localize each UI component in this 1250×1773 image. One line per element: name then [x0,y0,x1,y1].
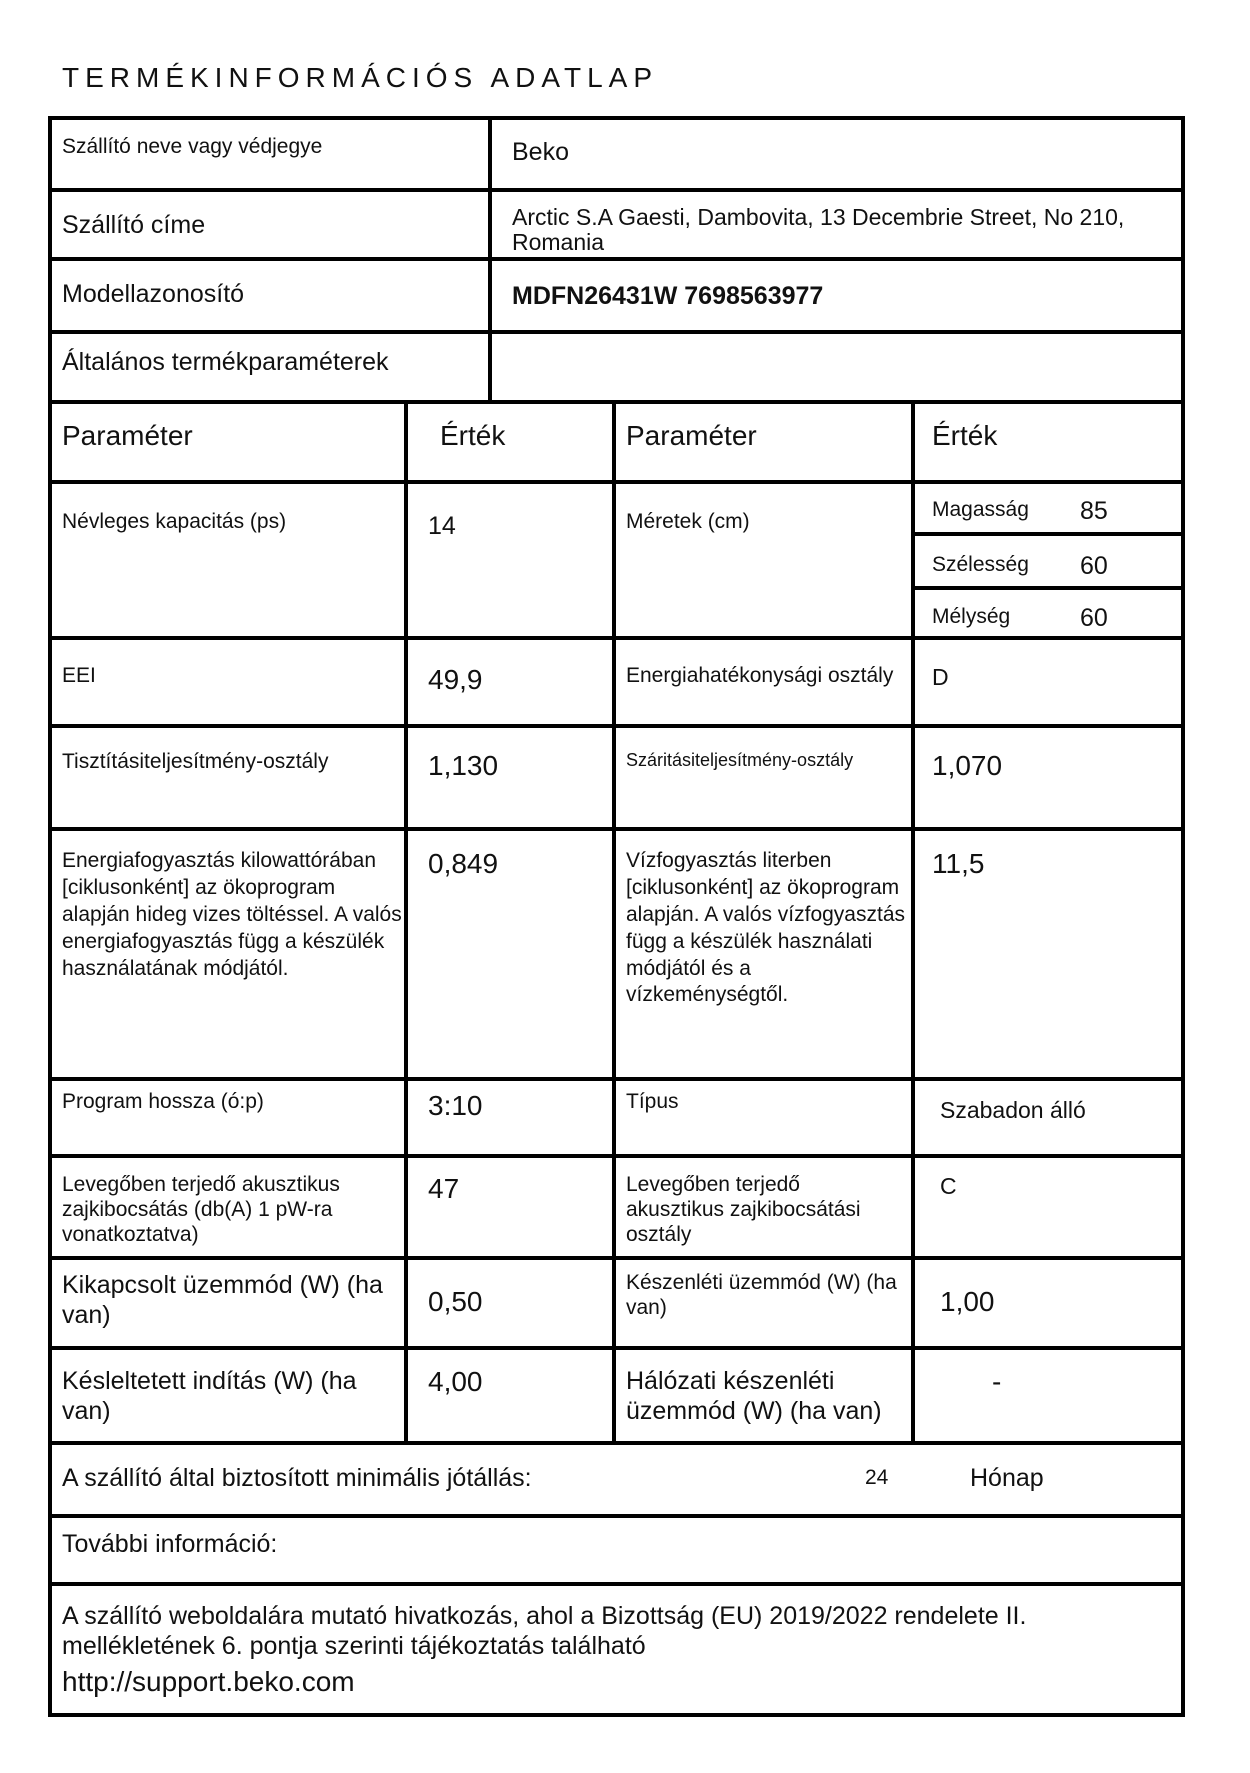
capacity-label: Névleges kapacitás (ps) [62,510,287,533]
row-divider [48,724,1185,728]
delayed-start-value: 4,00 [428,1366,483,1397]
drying-class-label: Száritásiteljesítmény-osztály [626,750,854,770]
program-duration-value: 3:10 [428,1090,483,1121]
cleaning-class-value: 1,130 [428,750,499,781]
noise-emission-label: Levegőben terjedő akusztikus zajkibocsátás (db(A) 1 pW-ra vonatkoztatva) [62,1173,340,1246]
drying-class-value: 1,070 [932,750,1003,781]
energy-consumption-value: 0,849 [428,848,499,879]
header-parameter-2: Paraméter [626,420,757,451]
program-duration-label: Program hossza (ó:p) [62,1090,264,1113]
row-divider [48,257,1185,261]
additional-info-text: A szállító weboldalára mutató hivatkozás, ahol a Bizottság (EU) 2019/2022 rendelete II. mellékletének 6. pontja szerinti tájékoztatás található [62,1602,1027,1660]
model-value: MDFN26431W 7698563977 [512,282,824,310]
water-consumption-label: Vízfogyasztás literben [ciklusonként] az ökoprogram alapján. A valós vízfogyasztás függ a készülék használati módjától és a vízkeménységtől. [626,849,905,1007]
standby-value: 1,00 [940,1286,995,1317]
energy-class-value: D [932,664,949,690]
type-label: Típus [626,1090,679,1113]
height-label: Magasság [932,498,1029,521]
supplier-address-value: Arctic S.A Gaesti, Dambovita, 13 Decembrie Street, No 210, Romania [512,204,1125,255]
supplier-name-value: Beko [512,138,569,166]
network-standby-label: Hálózati készenléti üzemmód (W) (ha van) [626,1367,882,1425]
row-divider [48,1346,1185,1350]
supplier-name-label: Szállító neve vagy védjegye [62,135,323,158]
off-mode-value: 0,50 [428,1286,483,1317]
row-divider [48,1514,1185,1518]
width-value: 60 [1080,552,1108,580]
warranty-label: A szállító által biztosított minimális jótállás: [62,1464,532,1492]
row-divider [48,1441,1185,1445]
row-divider [48,1077,1185,1081]
col-divider [612,400,616,1445]
cleaning-class-label: Tisztításiteljesítmény-osztály [62,750,329,773]
dimensions-label: Méretek (cm) [626,510,750,533]
energy-consumption-label: Energiafogyasztás kilowattórában [ciklusonként] az ökoprogram alapján hideg vizes töltéssel. A valós energiafogyasztás függ a készülék használatának módjától. [62,849,402,980]
off-mode-label: Kikapcsolt üzemmód (W) (ha van) [62,1271,383,1329]
noise-class-value: C [940,1173,957,1199]
warranty-value: 24 [865,1466,889,1489]
header-parameter-1: Paraméter [62,420,193,451]
noise-class-label: Levegőben terjedő akusztikus zajkibocsátási osztály [626,1173,861,1246]
additional-info-label: További információ: [62,1530,278,1558]
row-divider [48,1582,1185,1586]
model-label: Modellazonosító [62,280,245,308]
depth-label: Mélység [932,605,1011,628]
type-value: Szabadon álló [940,1097,1086,1123]
table-border-top [48,116,1185,120]
row-divider [48,636,1185,640]
row-divider [48,827,1185,831]
depth-value: 60 [1080,604,1108,632]
row-divider [48,1256,1185,1260]
standby-label: Készenléti üzemmód (W) (ha van) [626,1271,897,1320]
width-label: Szélesség [932,553,1029,576]
table-border-bottom [48,1713,1185,1717]
capacity-value: 14 [428,512,456,540]
table-border-right [1181,116,1185,1717]
dimension-divider [915,586,1185,590]
height-value: 85 [1080,497,1108,525]
header-value-1: Érték [440,420,506,451]
supplier-address-label: Szállító címe [62,211,206,239]
eei-label: EEI [62,664,96,687]
row-divider [48,188,1185,192]
noise-emission-value: 47 [428,1173,460,1204]
energy-class-label: Energiahatékonysági osztály [626,664,894,687]
eei-value: 49,9 [428,664,483,695]
header-value-2: Érték [932,420,998,451]
support-link[interactable]: http://support.beko.com [62,1666,355,1697]
dimension-divider [915,532,1185,536]
col-divider [404,400,408,1445]
col-divider [911,400,915,1445]
network-standby-value: - [992,1366,1002,1397]
row-divider [48,330,1185,334]
water-consumption-value: 11,5 [932,848,985,879]
row-divider [48,1154,1185,1158]
warranty-unit: Hónap [970,1464,1044,1492]
page-title: TERMÉKINFORMÁCIÓS ADATLAP [62,62,658,93]
col-divider [488,116,492,404]
row-divider [48,400,1185,404]
row-divider [48,480,1185,484]
table-border-left [48,116,52,1717]
delayed-start-label: Késleltetett indítás (W) (ha van) [62,1367,357,1425]
general-params-label: Általános termékparaméterek [62,348,389,376]
